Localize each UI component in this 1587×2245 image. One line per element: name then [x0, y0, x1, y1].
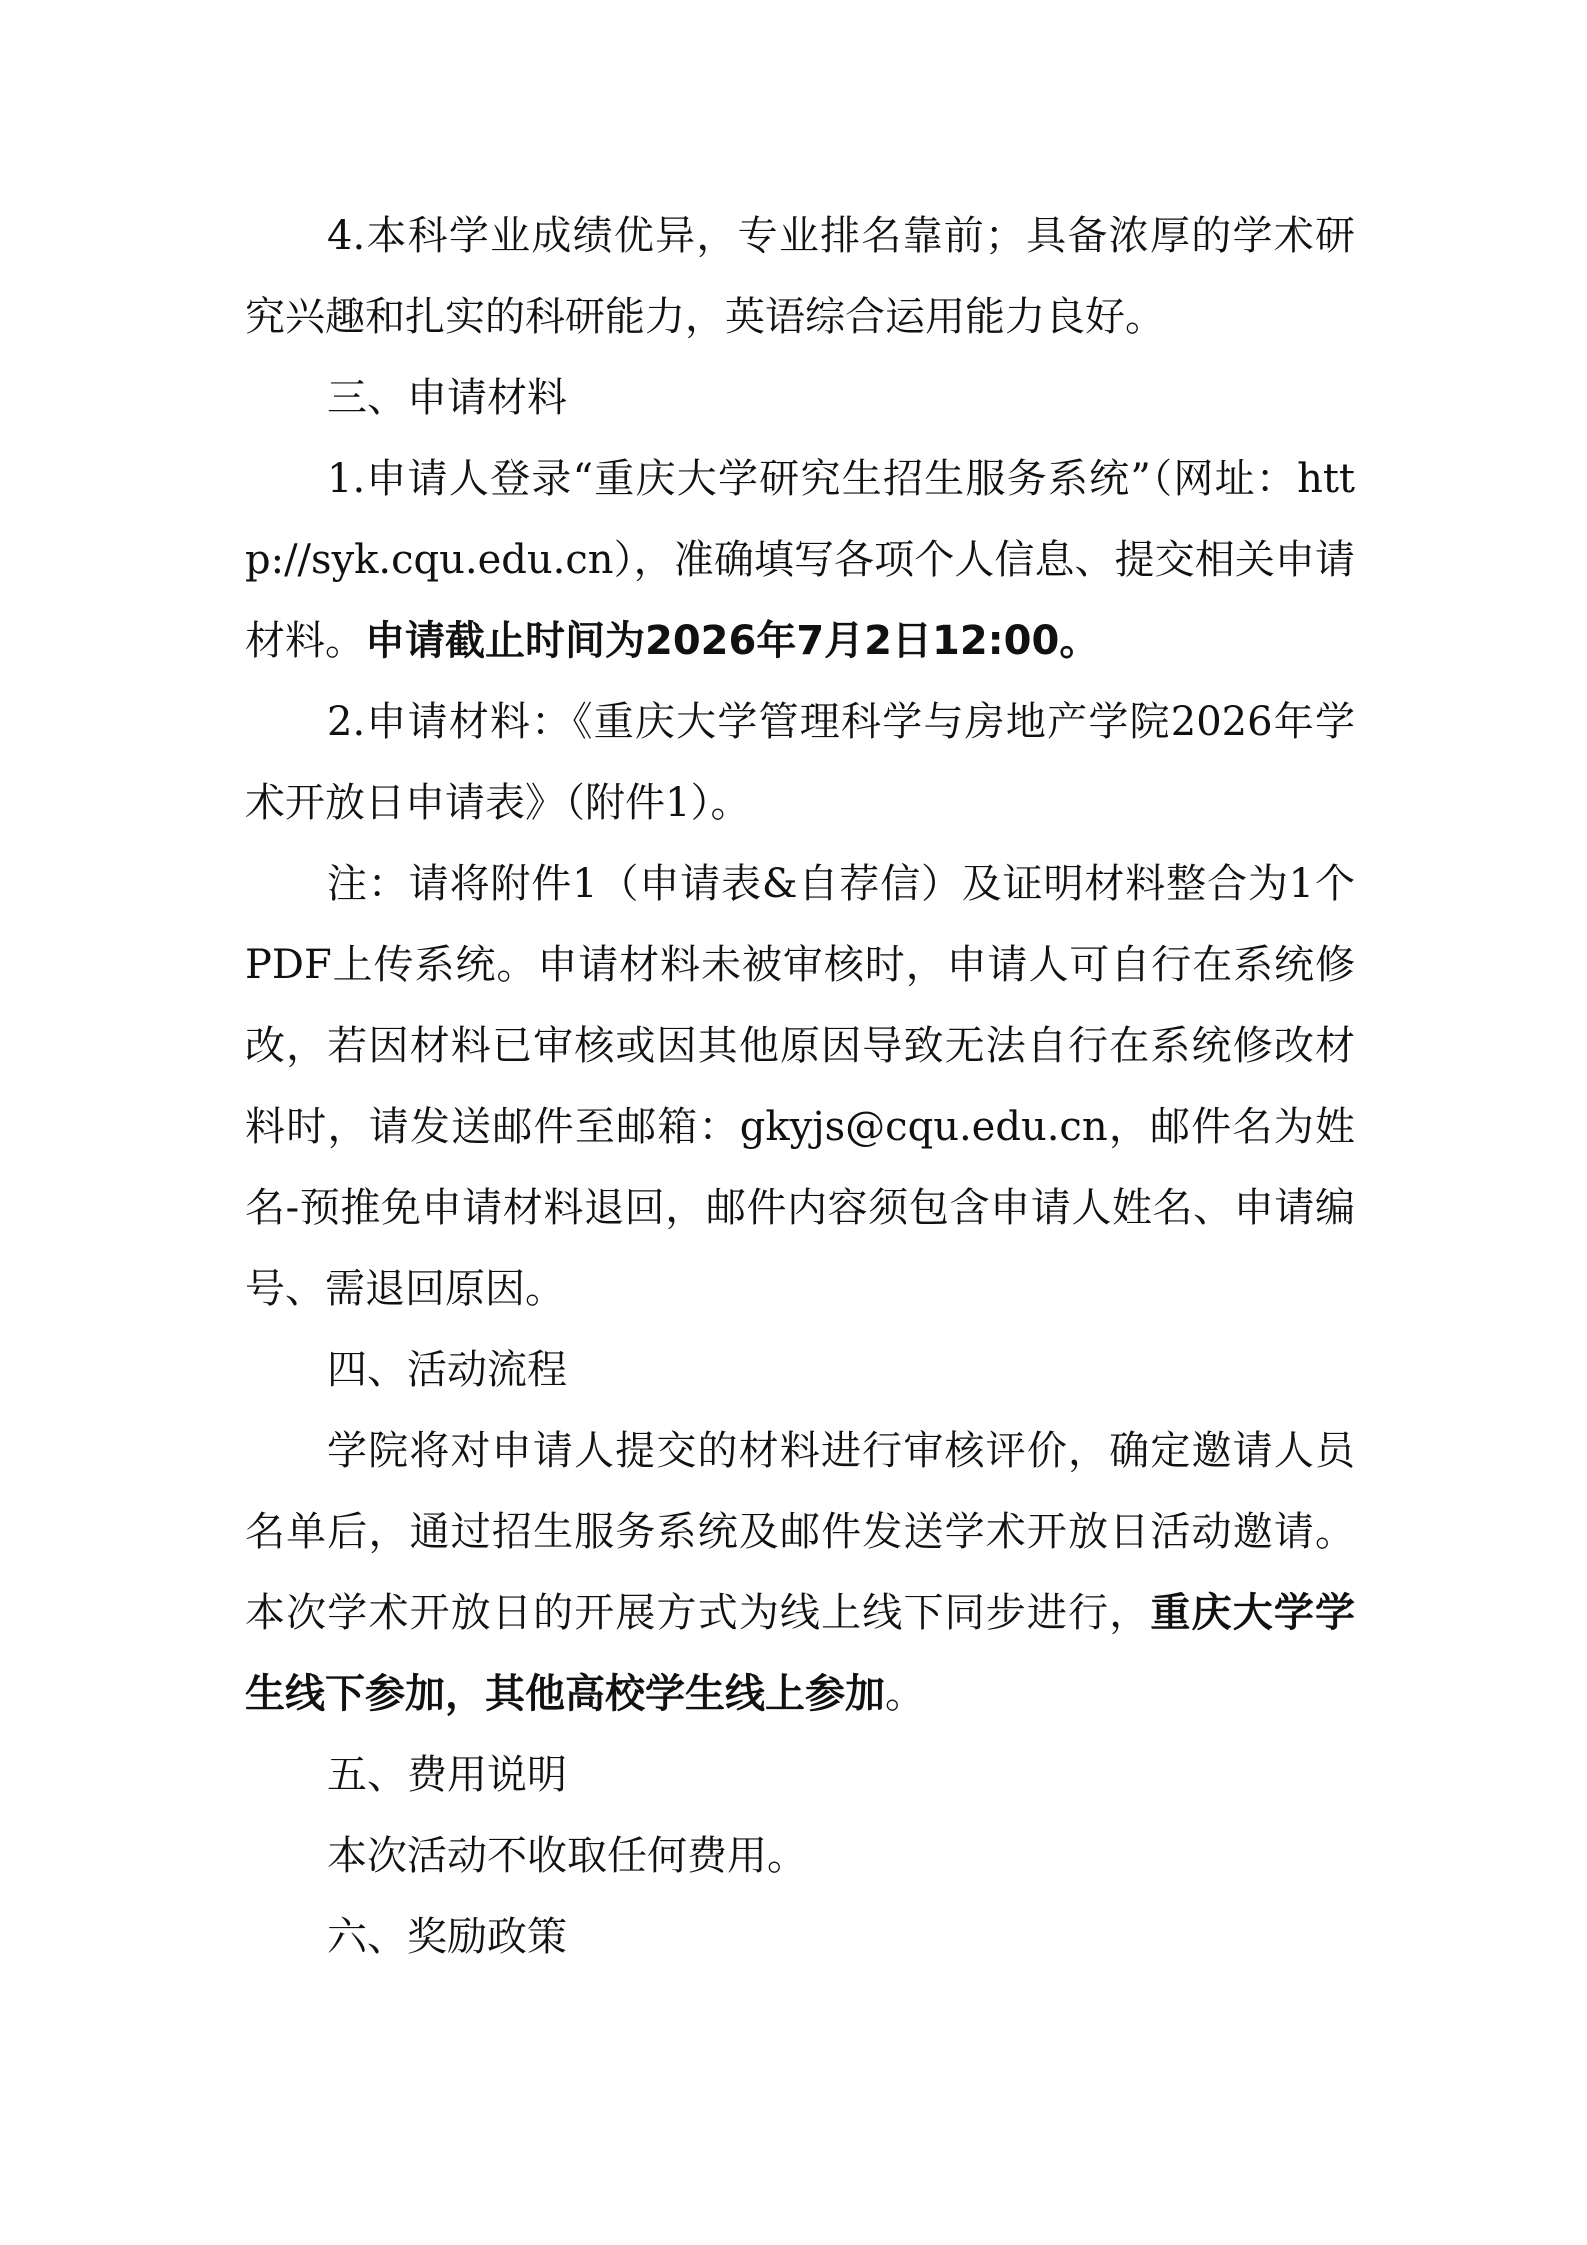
- activity-process-end: 。: [885, 1671, 925, 1717]
- fees-paragraph: [245, 1816, 1355, 1897]
- section-heading-application-materials: 三、申请材料: [327, 375, 567, 421]
- application-step-1: [245, 439, 1355, 682]
- section-heading-activity-process: 四、活动流程: [327, 1347, 567, 1393]
- application-step-1-text: 1.申请人登录“重庆大学研究生招生服务系统”（网址：http://syk.cqu.edu.cn），准确填写各项个人信息、提交相关申请材料。: [245, 456, 1355, 664]
- activity-process-paragraph: [245, 1411, 1355, 1735]
- requirement-item-4-text: 4.本科学业成绩优异，专业排名靠前；具备浓厚的学术研究兴趣和扎实的科研能力，英语综合运用能力良好。: [245, 213, 1355, 340]
- activity-process-text: 学院将对申请人提交的材料进行审核评价，确定邀请人员名单后，通过招生服务系统及邮件发送学术开放日活动邀请。本次学术开放日的开展方式为线上线下同步进行，: [245, 1428, 1355, 1636]
- section-heading-reward-policy: 六、奖励政策: [327, 1914, 567, 1960]
- application-step-2-text: 2.申请材料：《重庆大学管理科学与房地产学院2026年学术开放日申请表》（附件1）。: [245, 699, 1355, 826]
- document-body: [245, 196, 1355, 1978]
- participation-mode: 重庆大学学生线下参加，其他高校学生线上参加: [245, 1590, 1356, 1717]
- application-deadline: 申请截止时间为2026年7月2日12:00。: [365, 618, 1100, 664]
- fees-text: 本次活动不收取任何费用。: [327, 1833, 807, 1879]
- section-heading-fees: 五、费用说明: [327, 1752, 567, 1798]
- requirement-item-4: [245, 196, 1355, 358]
- application-step-2: [245, 682, 1355, 844]
- application-note-text: 注：请将附件1（申请表&自荐信）及证明材料整合为1个PDF上传系统。申请材料未被审核时，申请人可自行在系统修改，若因材料已审核或因其他原因导致无法自行在系统修改材料时，请发送邮件至邮箱：gkyjs@cqu.edu.cn，邮件名为姓名-预推免申请材料退回，邮件内容须包含申请人姓名、申请编号、需退回原因。: [245, 861, 1355, 1312]
- application-note: [245, 844, 1355, 1330]
